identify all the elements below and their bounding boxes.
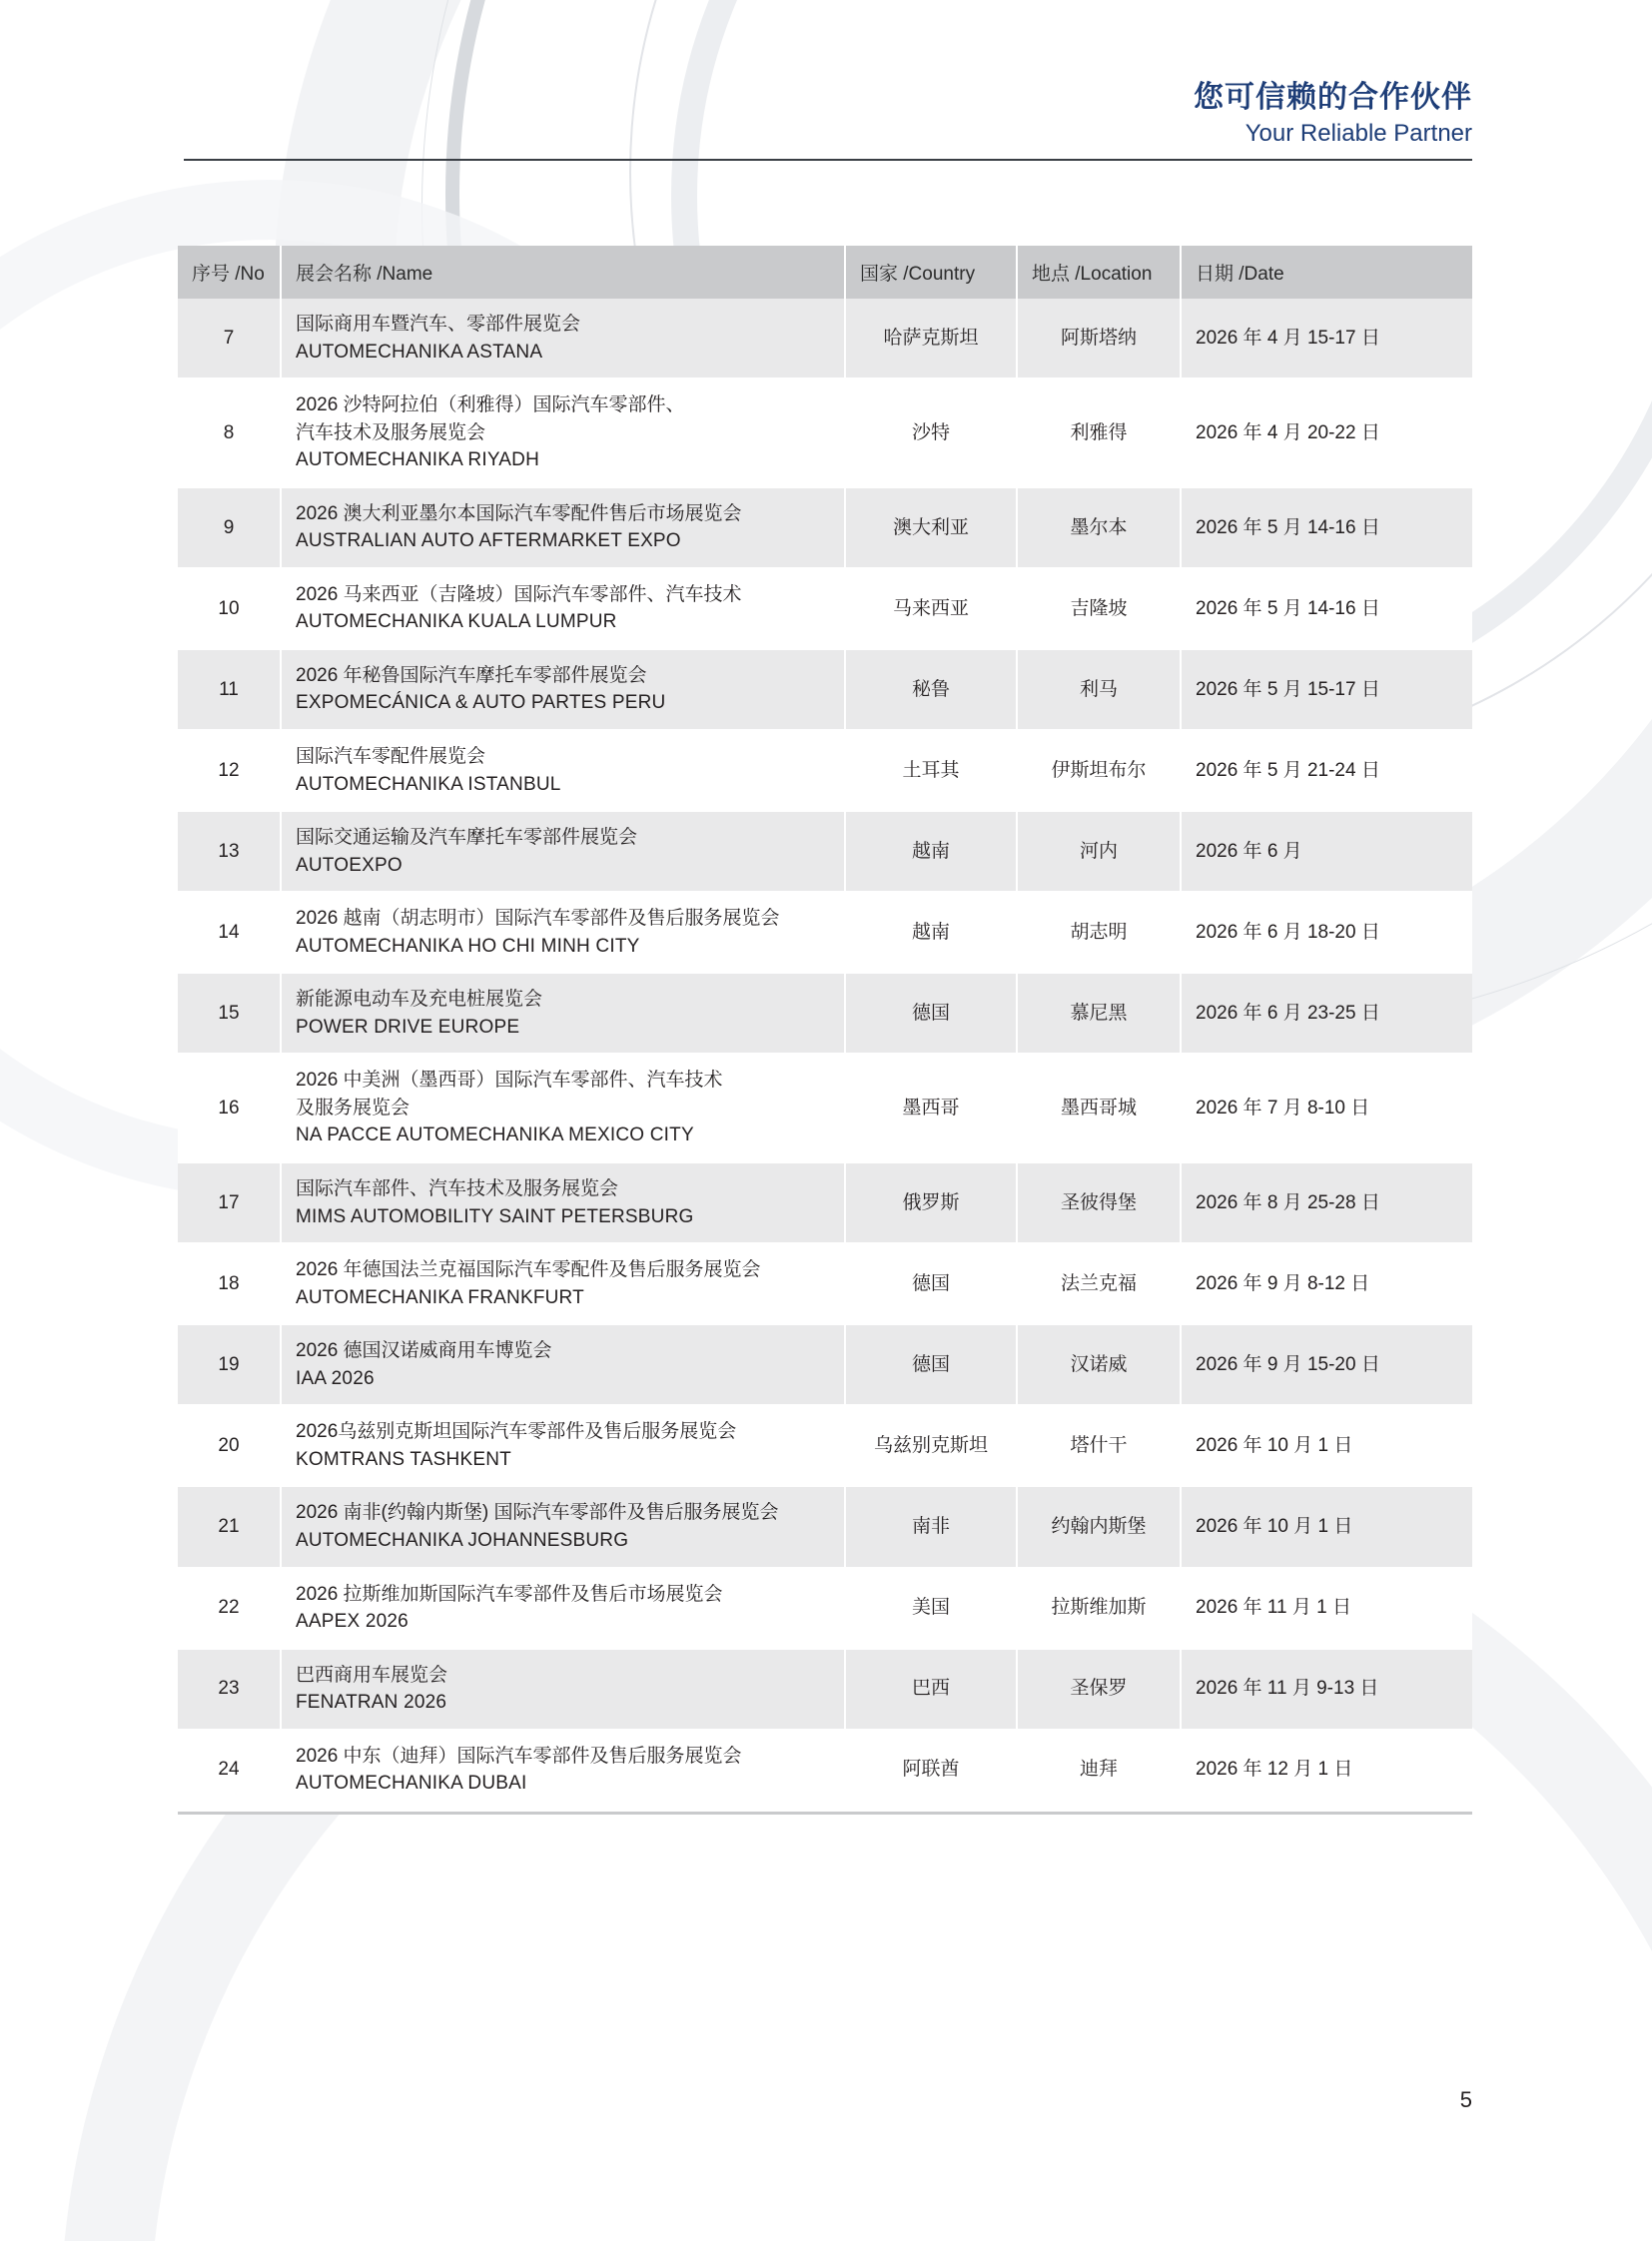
cell-name [281,568,845,649]
event-name-cn: 2026 越南（胡志明市）国际汽车零部件及售后服务展览会 [296,908,780,930]
cell-date: 2026 年 7 月 8-10 日 [1181,1054,1472,1162]
cell-country: 美国 [845,1568,1017,1649]
event-name-en: AUTOMECHANIKA JOHANNESBURG [296,1529,629,1551]
cell-name [281,487,845,568]
table-row [178,811,1472,892]
event-name-en: NA PACCE AUTOMECHANIKA MEXICO CITY [296,1124,694,1146]
event-name-cn-line2: 汽车技术及服务展览会 [296,421,486,443]
cell-location: 阿斯塔纳 [1017,299,1181,378]
event-name-en: AUTOEXPO [296,854,403,876]
cell-location: 利雅得 [1017,378,1181,487]
exhibition-table-wrapper [178,246,1472,1815]
cell-name [281,1324,845,1405]
cell-location: 河内 [1017,811,1181,892]
cell-country: 南非 [845,1486,1017,1567]
cell-name [281,1568,845,1649]
page-title-cn: 您可信赖的合作伙伴 [1194,81,1472,114]
cell-country: 哈萨克斯坦 [845,299,1017,378]
cell-country: 澳大利亚 [845,487,1017,568]
cell-no: 8 [178,378,281,487]
event-name-cn: 2026 中美洲（墨西哥）国际汽车零部件、汽车技术 [296,1070,723,1092]
event-name-en: AUTOMECHANIKA ASTANA [296,341,543,363]
cell-location: 汉诺威 [1017,1324,1181,1405]
cell-location: 法兰克福 [1017,1243,1181,1324]
page-title-en: Your Reliable Partner [1244,120,1472,147]
cell-country: 德国 [845,973,1017,1054]
event-name-cn: 2026 马来西亚（吉隆坡）国际汽车零部件、汽车技术 [296,583,742,605]
cell-date: 2026 年 5 月 21-24 日 [1181,730,1472,811]
cell-date: 2026 年 9 月 8-12 日 [1181,1243,1472,1324]
table-row [178,299,1472,378]
event-name-en: AUTOMECHANIKA HO CHI MINH CITY [296,935,640,957]
event-name-en: AUSTRALIAN AUTO AFTERMARKET EXPO [296,530,681,552]
event-name-en: IAA 2026 [296,1367,375,1389]
event-name-en: AUTOMECHANIKA ISTANBUL [296,773,561,795]
table-row [178,973,1472,1054]
cell-location: 墨尔本 [1017,487,1181,568]
cell-name [281,1054,845,1162]
cell-date: 2026 年 5 月 14-16 日 [1181,568,1472,649]
header-title-block [184,80,1472,149]
cell-location: 圣彼得堡 [1017,1162,1181,1243]
cell-country: 德国 [845,1243,1017,1324]
event-name-cn: 国际商用车暨汽车、零部件展览会 [296,314,581,335]
cell-date: 2026 年 12 月 1 日 [1181,1730,1472,1811]
cell-location: 塔什干 [1017,1405,1181,1486]
cell-date: 2026 年 8 月 25-28 日 [1181,1162,1472,1243]
cell-no: 24 [178,1730,281,1811]
cell-date: 2026 年 6 月 [1181,811,1472,892]
table-row [178,892,1472,973]
event-name-cn: 2026乌兹别克斯坦国际汽车零部件及售后服务展览会 [296,1421,737,1443]
event-name-en: AUTOMECHANIKA RIYADH [296,449,540,471]
cell-no: 23 [178,1649,281,1730]
event-name-cn: 巴西商用车展览会 [296,1664,448,1686]
cell-country: 马来西亚 [845,568,1017,649]
cell-location: 迪拜 [1017,1730,1181,1811]
cell-location: 吉隆坡 [1017,568,1181,649]
cell-country: 阿联酋 [845,1730,1017,1811]
event-name-cn: 2026 德国汉诺威商用车博览会 [296,1340,552,1362]
event-name-cn-line2: 及服务展览会 [296,1097,411,1119]
cell-name [281,378,845,487]
exhibition-table [178,246,1472,1812]
cell-name [281,1649,845,1730]
cell-location: 胡志明 [1017,892,1181,973]
event-name-en: AUTOMECHANIKA KUALA LUMPUR [296,611,617,633]
cell-country: 土耳其 [845,730,1017,811]
event-name-cn: 2026 拉斯维加斯国际汽车零部件及售后市场展览会 [296,1583,723,1605]
cell-no: 9 [178,487,281,568]
cell-name [281,649,845,730]
cell-name [281,1405,845,1486]
column-header-location: 地点 /Location [1017,246,1181,299]
cell-country: 乌兹别克斯坦 [845,1405,1017,1486]
cell-name [281,811,845,892]
cell-country: 越南 [845,892,1017,973]
table-row [178,1243,1472,1324]
cell-date: 2026 年 11 月 1 日 [1181,1568,1472,1649]
cell-date: 2026 年 4 月 15-17 日 [1181,299,1472,378]
cell-no: 22 [178,1568,281,1649]
cell-date: 2026 年 10 月 1 日 [1181,1405,1472,1486]
cell-no: 13 [178,811,281,892]
event-name-en: AAPEX 2026 [296,1611,409,1633]
cell-no: 11 [178,649,281,730]
cell-no: 16 [178,1054,281,1162]
event-name-cn: 2026 中东（迪拜）国际汽车零部件及售后服务展览会 [296,1745,742,1767]
cell-date: 2026 年 6 月 18-20 日 [1181,892,1472,973]
cell-date: 2026 年 9 月 15-20 日 [1181,1324,1472,1405]
cell-country: 德国 [845,1324,1017,1405]
cell-date: 2026 年 5 月 14-16 日 [1181,487,1472,568]
cell-no: 14 [178,892,281,973]
cell-name [281,973,845,1054]
column-header-name: 展会名称 /Name [281,246,845,299]
cell-no: 18 [178,1243,281,1324]
cell-location: 圣保罗 [1017,1649,1181,1730]
column-header-country: 国家 /Country [845,246,1017,299]
event-name-en: MIMS AUTOMOBILITY SAINT PETERSBURG [296,1205,694,1227]
cell-name [281,299,845,378]
table-row [178,649,1472,730]
event-name-cn: 国际交通运输及汽车摩托车零部件展览会 [296,827,638,849]
table-row [178,1054,1472,1162]
cell-date: 2026 年 6 月 23-25 日 [1181,973,1472,1054]
cell-no: 19 [178,1324,281,1405]
cell-country: 沙特 [845,378,1017,487]
event-name-cn: 2026 沙特阿拉伯（利雅得）国际汽车零部件、 [296,394,685,416]
page-number: 5 [1459,2087,1472,2112]
cell-country: 巴西 [845,1649,1017,1730]
event-name-en: AUTOMECHANIKA FRANKFURT [296,1286,584,1308]
table-row [178,1649,1472,1730]
cell-no: 15 [178,973,281,1054]
event-name-cn: 国际汽车零配件展览会 [296,746,486,768]
cell-name [281,1730,845,1811]
cell-country: 墨西哥 [845,1054,1017,1162]
cell-location: 拉斯维加斯 [1017,1568,1181,1649]
cell-location: 墨西哥城 [1017,1054,1181,1162]
event-name-en: AUTOMECHANIKA DUBAI [296,1773,527,1795]
table-row [178,1162,1472,1243]
cell-location: 利马 [1017,649,1181,730]
cell-name [281,1486,845,1567]
event-name-cn: 2026 南非(约翰内斯堡) 国际汽车零部件及售后服务展览会 [296,1502,779,1524]
cell-name [281,892,845,973]
cell-no: 20 [178,1405,281,1486]
table-row [178,378,1472,487]
table-row [178,730,1472,811]
cell-name [281,1243,845,1324]
cell-no: 7 [178,299,281,378]
cell-no: 12 [178,730,281,811]
cell-date: 2026 年 4 月 20-22 日 [1181,378,1472,487]
cell-name [281,1162,845,1243]
table-row [178,1568,1472,1649]
table-row [178,1405,1472,1486]
event-name-cn: 国际汽车部件、汽车技术及服务展览会 [296,1178,619,1200]
cell-no: 17 [178,1162,281,1243]
cell-no: 21 [178,1486,281,1567]
event-name-en: EXPOMECÁNICA & AUTO PARTES PERU [296,692,666,714]
cell-location: 慕尼黑 [1017,973,1181,1054]
table-body [178,299,1472,1811]
event-name-cn: 2026 澳大利亚墨尔本国际汽车零配件售后市场展览会 [296,502,742,524]
table-row [178,1486,1472,1567]
table-row [178,568,1472,649]
cell-location: 约翰内斯堡 [1017,1486,1181,1567]
table-row [178,487,1472,568]
cell-date: 2026 年 10 月 1 日 [1181,1486,1472,1567]
cell-location: 伊斯坦布尔 [1017,730,1181,811]
table-row [178,1730,1472,1811]
event-name-cn: 2026 年德国法兰克福国际汽车零配件及售后服务展览会 [296,1259,761,1281]
event-name-en: FENATRAN 2026 [296,1692,447,1714]
event-name-cn: 2026 年秘鲁国际汽车摩托车零部件展览会 [296,664,647,686]
event-name-en: POWER DRIVE EUROPE [296,1016,520,1038]
table-row [178,1324,1472,1405]
cell-country: 越南 [845,811,1017,892]
header-divider [184,159,1472,161]
cell-name [281,730,845,811]
column-header-no: 序号 /No [178,246,281,299]
page-header [184,80,1472,161]
event-name-en: KOMTRANS TASHKENT [296,1448,511,1470]
event-name-cn: 新能源电动车及充电桩展览会 [296,989,543,1011]
table-header [178,246,1472,299]
table-bottom-divider [178,1812,1472,1815]
cell-country: 秘鲁 [845,649,1017,730]
table-header-row [178,246,1472,299]
column-header-date: 日期 /Date [1181,246,1472,299]
cell-no: 10 [178,568,281,649]
cell-country: 俄罗斯 [845,1162,1017,1243]
cell-date: 2026 年 11 月 9-13 日 [1181,1649,1472,1730]
cell-date: 2026 年 5 月 15-17 日 [1181,649,1472,730]
